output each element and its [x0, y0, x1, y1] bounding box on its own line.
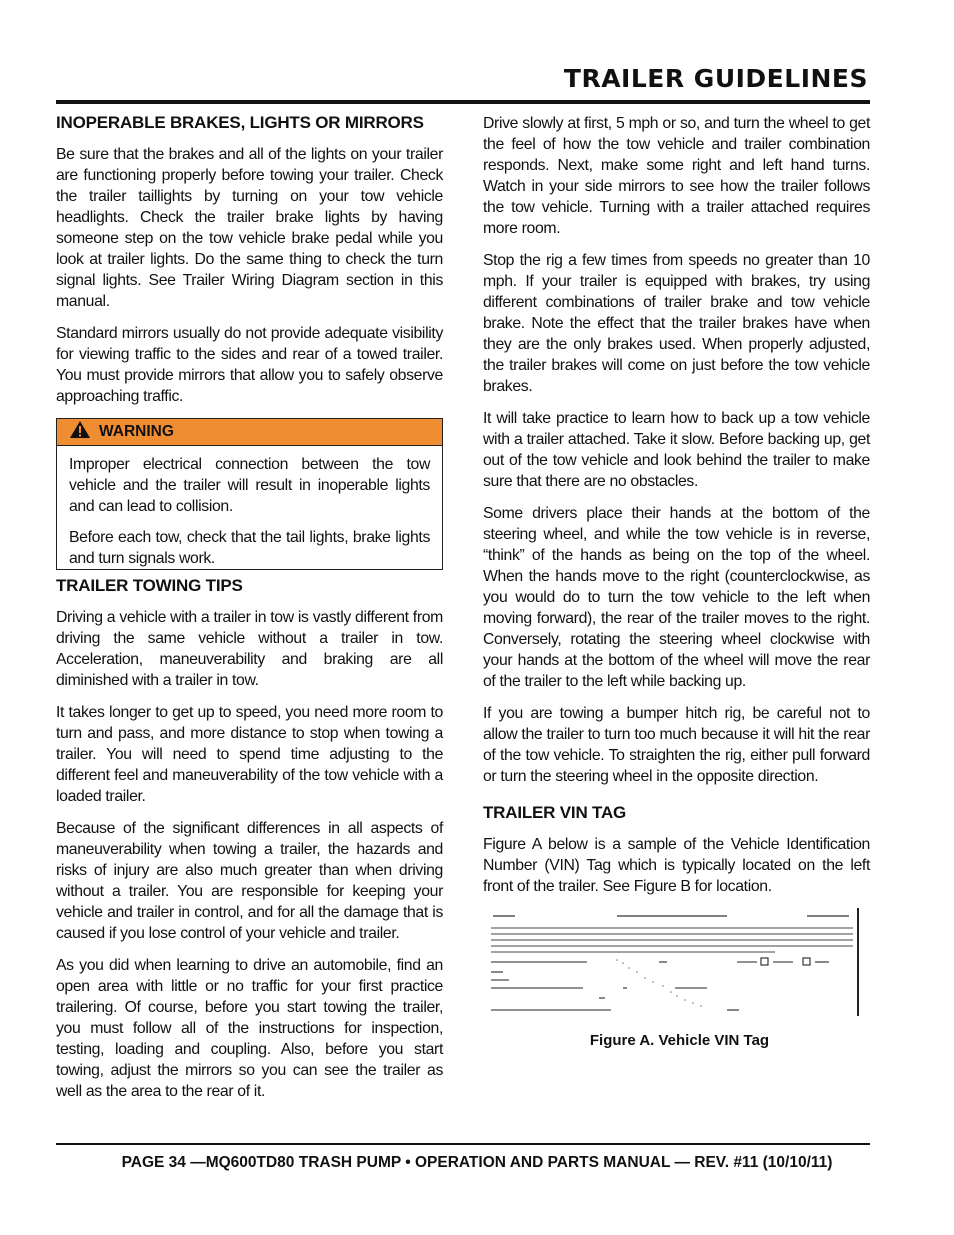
warning-text: Improper electrical connection between the tow vehicle and the trailer will result in inoperable lights and can lead to collision. [69, 456, 430, 515]
vin-tag-image [487, 908, 859, 1016]
warning-label: WARNING [99, 423, 174, 440]
paragraph: Because of the significant differences in all aspects of maneuverability when towing a trailer, the hazards and risks of injury are also much greater than when driving without a trailer. You are responsible for keeping your vehicle and trailer in control, and for all the damage that is caused if you lose control of your vehicle and trailer. [56, 820, 443, 942]
warning-triangle-icon [69, 420, 91, 444]
warning-header [57, 419, 442, 446]
section-heading-tips: TRAILER TOWING TIPS [56, 576, 243, 595]
paragraph: Figure A below is a sample of the Vehicle Identification Number (VIN) Tag which is typically located on the left front of the trailer. See Figure B for location. [483, 836, 870, 895]
header-rule [56, 100, 870, 104]
right-column [483, 113, 870, 1049]
paragraph: Drive slowly at first, 5 mph or so, and turn the wheel to get the feel of how the tow vehicle and trailer combination responds. Next, make some right and left hand turns. Watch in your side mirrors to see how the trailer follows the tow vehicle. Turning with a trailer attached requires more room. [483, 115, 870, 237]
paragraph: If you are towing a bumper hitch rig, be careful not to allow the trailer to turn too much because it will hit the rear of the tow vehicle. To straighten the rig, either pull forward or turn the steering wheel in the opposite direction. [483, 705, 870, 785]
section-heading-vin: TRAILER VIN TAG [483, 803, 627, 822]
paragraph: Stop the rig a few times from speeds no greater than 10 mph. If your trailer is equipped with brakes, try using different combinations of trailer brake and tow vehicle brake. Note the effect that the trailer brakes have when they are the only brakes used. When properly adjusted, the trailer brakes will come on just before the tow vehicle brakes. [483, 252, 870, 395]
paragraph: Standard mirrors usually do not provide adequate visibility for viewing traffic to the sides and rear of a towed trailer. You must provide mirrors that allow you to safely observe approaching traffic. [56, 325, 443, 405]
warning-text: Before each tow, check that the tail lights, brake lights and turn signals work. [69, 529, 430, 567]
warning-box [56, 418, 443, 570]
paragraph: It takes longer to get up to speed, you need more room to turn and pass, and more distance to stop when towing a trailer. You will need to spend time adjusting to the different feel and maneuverability of the tow vehicle with a loaded trailer. [56, 704, 443, 805]
warning-body [57, 446, 442, 569]
paragraph: Be sure that the brakes and all of the lights on your trailer are functioning properly before towing your trailer. Check the trailer taillights by turning on your tow vehicle headlights. Check the trailer brake lights by having someone step on the tow vehicle brake pedal while you look at trailer lights. Do the same thing to check the turn signal lights. See Trailer Wiring Diagram section in this manual. [56, 146, 443, 310]
paragraph: As you did when learning to drive an automobile, find an open area with little or no traffic for your first practice trailering. Of course, before you start towing the trailer, you must follow all of the instructions for inspection, testing, loading and coupling. Also, before you start towing, adjust the mirrors so you can see the trailer as well as the area to the rear of it. [56, 957, 443, 1100]
section-heading-brakes: INOPERABLE BRAKES, LIGHTS OR MIRRORS [56, 113, 424, 132]
page-footer: PAGE 34 —MQ600TD80 TRASH PUMP • OPERATION AND PARTS MANUAL — REV. #11 (10/10/11) [121, 1154, 833, 1171]
paragraph: It will take practice to learn how to back up a tow vehicle with a trailer attached. Take it slow. Before backing up, get out of the tow vehicle and look behind the trailer to make sure that there are no obstacles. [483, 410, 870, 490]
figure-caption: Figure A. Vehicle VIN Tag [589, 1032, 770, 1049]
paragraph: Driving a vehicle with a trailer in tow is vastly different from driving the same vehicle without a trailer in tow. Acceleration, maneuverability and braking are all diminished with a trailer in tow. [56, 609, 443, 689]
paragraph: Some drivers place their hands at the bottom of the steering wheel, and while the tow vehicle is in reverse, “think” of the hands as being on the top of the wheel. When the hands move to the right (counterclockwise, as you would do to turn the tow vehicle to the left when moving forward), the rear of the trailer moves to the right. Conversely, rotating the steering wheel clockwise with your hands at the bottom of the wheel will move the rear of the trailer to the left while backing up. [483, 505, 870, 690]
footer-rule [56, 1143, 870, 1145]
page-title: TRAILER GUIDELINES [563, 64, 868, 93]
left-column [56, 113, 443, 1113]
